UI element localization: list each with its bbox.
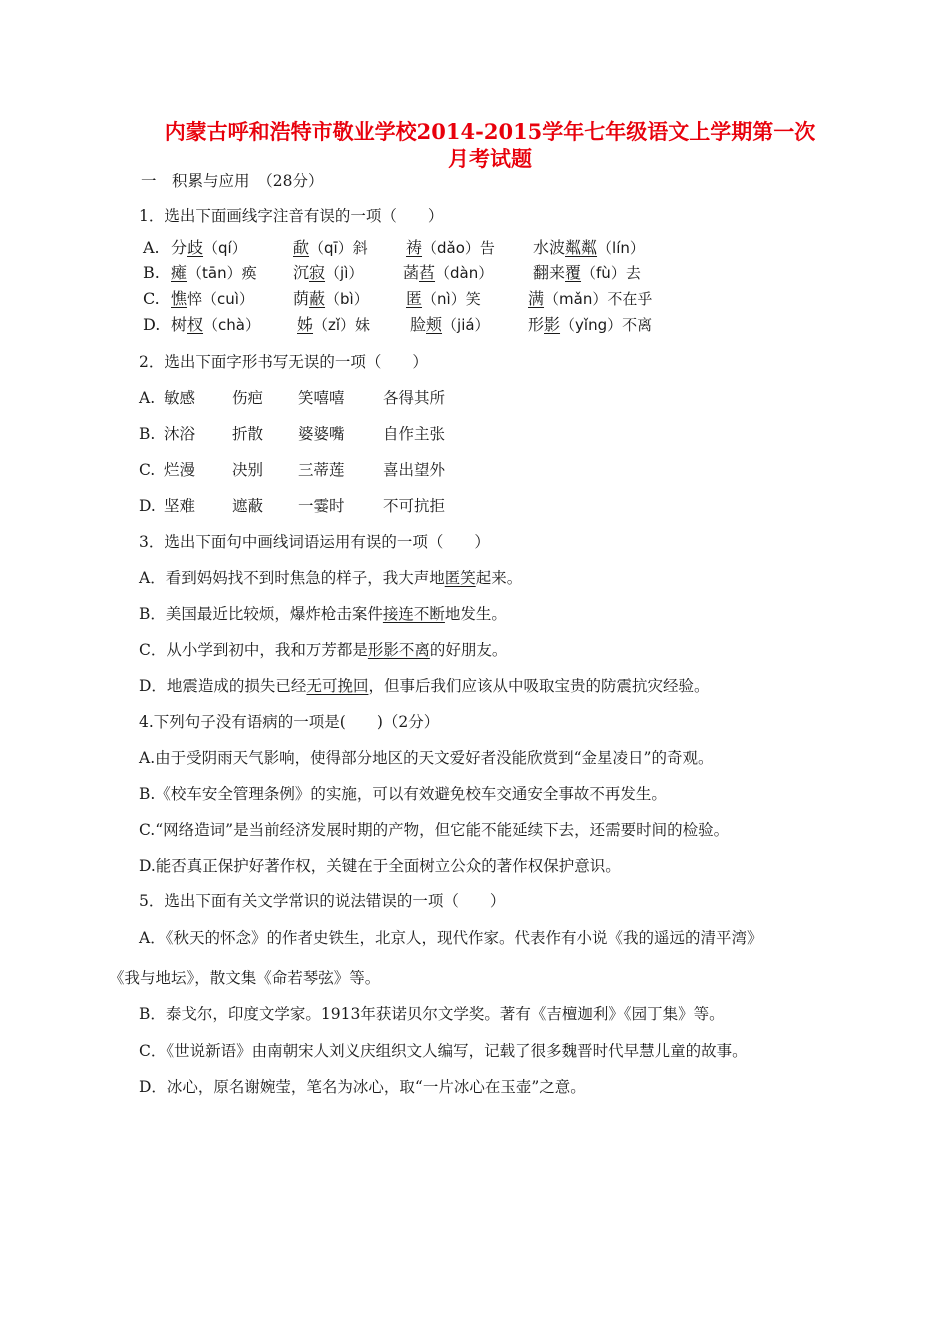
q1-c-item1: 憔悴（cuì） [171,289,254,308]
q1-b-label: B. [143,263,160,282]
q1-b-item1: 瘫（tān）痪 [171,263,257,282]
q5-option-a-line2: 《我与地坛》，散文集《命若琴弦》等。 [109,969,381,987]
q2-d-label: D. [139,497,156,515]
q3-option-c: C．从小学到初中，我和万芳都是形影不离的好朋友。 [139,641,508,659]
q1-d-item3: 脸颊（jiá） [410,315,490,334]
q3-option-a: A．看到妈妈找不到时焦急的样子，我大声地匿笑起来。 [139,569,523,587]
q2-b-label: B. [139,425,156,443]
q2-d-word1: 坚难 [164,497,196,515]
q1-a-label: A. [143,238,160,257]
q2-b-word1: 沐浴 [164,425,196,443]
q1-b-item3: 菡萏（dàn） [403,263,494,282]
q1-c-item4: 满（mǎn）不在乎 [528,289,653,308]
exam-title-line2: 月考试题 [448,146,532,171]
q1-a-item4: 水波粼粼（lín） [533,238,645,257]
q2-b-word4: 自作主张 [383,425,446,443]
q4-option-a: A.由于受阴雨天气影响，使得部分地区的天文爱好者没能欣赏到“金星凌日”的奇观。 [139,749,714,767]
q2-c-word3: 三蒂莲 [298,461,345,479]
q1-a-item2: 歃（qī）斜 [293,238,368,257]
q2-b-word2: 折散 [232,425,264,443]
q4-option-b: B.《校车安全管理条例》的实施，可以有效避免校车交通安全事故不再发生。 [139,785,667,803]
q4-option-d: D.能否真正保护好著作权，关键在于全面树立公众的著作权保护意识。 [139,857,621,875]
q2-a-word2: 伤疤 [232,389,264,407]
q5-option-b: B．泰戈尔，印度文学家。1913年获诺贝尔文学奖。著有《吉檀迦利》《园丁集》等。 [139,1005,725,1023]
q2-a-word1: 敏感 [164,389,196,407]
q1-c-label: C. [143,289,160,308]
q2-d-word2: 遮蔽 [232,497,264,515]
q1-d-item1: 树杈（chà） [171,315,260,334]
q1-stem: 1．选出下面画线字注音有误的一项（ ） [139,207,444,225]
q4-option-c: C.“网络造词”是当前经济发展时期的产物，但它能不能延续下去，还需要时间的检验。 [139,821,730,839]
q2-a-label: A. [139,389,156,407]
q2-c-word1: 烂漫 [164,461,196,479]
q1-b-item2: 沉寂（jì） [293,263,364,282]
q2-d-word4: 不可抗拒 [383,497,446,515]
q1-a-item3: 祷（dǎo）告 [406,238,495,257]
q5-option-a-line1: A．《秋天的怀念》的作者史铁生，北京人，现代作家。代表作有小说《我的遥远的清平湾》 [139,929,763,947]
q1-b-item4: 翻来覆（fù）去 [533,263,641,282]
q3-option-b: B．美国最近比较烦，爆炸枪击案件接连不断地发生。 [139,605,507,623]
q1-c-item3: 匿（nì）笑 [406,289,481,308]
q2-c-label: C. [139,461,156,479]
q1-d-item2: 姊（zǐ）妹 [297,315,371,334]
q3-option-d: D．地震造成的损失已经无可挽回，但事后我们应该从中吸取宝贵的防震抗灾经验。 [139,677,710,695]
q2-a-word4: 各得其所 [383,389,446,407]
q5-option-d: D．冰心，原名谢婉莹，笔名为冰心，取“一片冰心在玉壶”之意。 [139,1078,586,1096]
q2-d-word3: 一霎时 [298,497,345,515]
q1-c-item2: 荫蔽（bì） [293,289,369,308]
q1-d-label: D. [143,315,161,334]
q1-d-item4: 形影（yǐng）不离 [528,315,653,334]
q2-b-word3: 婆婆嘴 [298,425,345,443]
q5-stem: 5．选出下面有关文学常识的说法错误的一项（ ） [139,892,506,910]
section-heading: 一 积累与应用 （28分） [141,172,324,190]
q2-c-word4: 喜出望外 [383,461,446,479]
q1-a-item1: 分歧（qí） [171,238,247,257]
exam-title-line1: 内蒙古呼和浩特市敬业学校2014-2015学年七年级语文上学期第一次 [164,119,816,144]
q2-stem: 2．选出下面字形书写无误的一项（ ） [139,353,428,371]
q2-a-word3: 笑嘻嘻 [298,389,345,407]
q3-stem: 3．选出下面句中画线词语运用有误的一项（ ） [139,533,490,551]
q5-option-c: C．《世说新语》由南朝宋人刘义庆组织文人编写，记载了很多魏晋时代早慧儿童的故事。 [139,1042,748,1060]
q2-c-word2: 决别 [232,461,264,479]
q4-stem: 4.下列句子没有语病的一项是( )（2分） [139,713,440,731]
